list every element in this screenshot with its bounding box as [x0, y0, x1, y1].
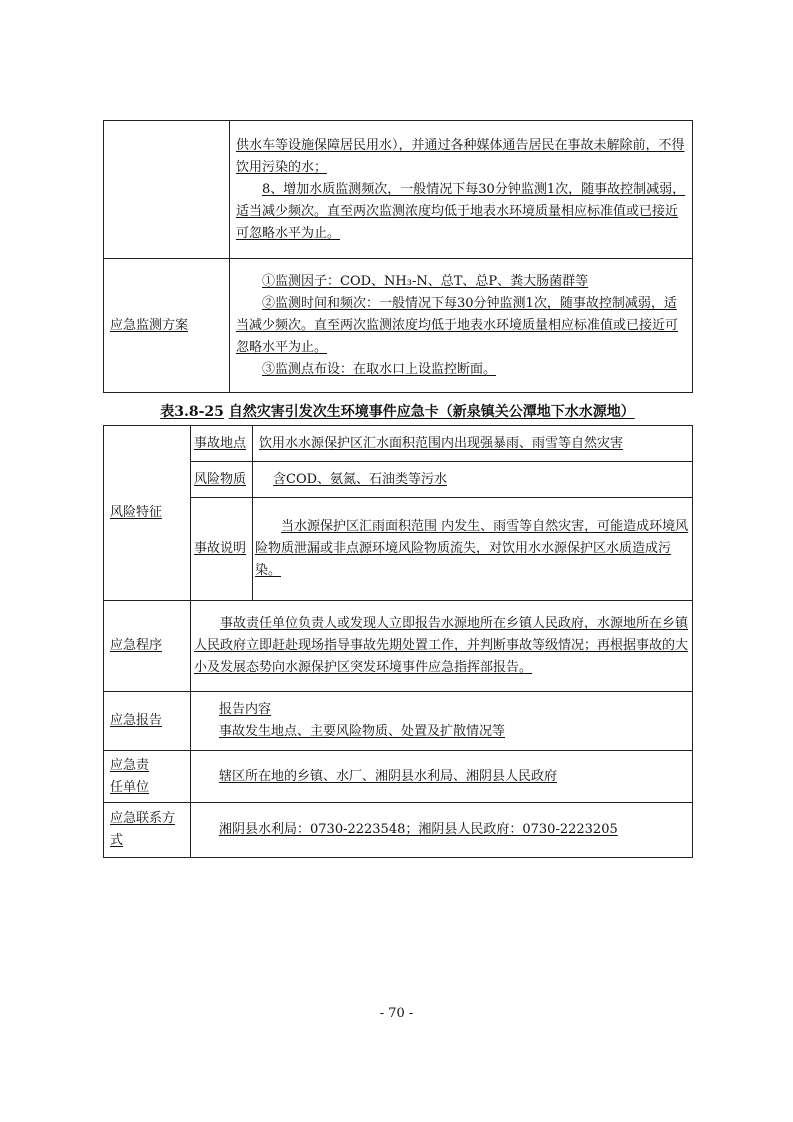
caption-title: 自然灾害引发次生环境事件应急卡（新泉镇关公潭地下水水源地） [228, 404, 635, 420]
table-row [104, 121, 693, 259]
table-row [104, 601, 693, 692]
procedure-label: 应急程序 [104, 601, 191, 692]
contact-label: 应急联系方式 [104, 803, 191, 858]
page-number: - 70 - [379, 1006, 414, 1021]
report-line: 事故发生地点、主要风险物质、处置及扩散情况等 [219, 724, 506, 739]
caption-number: 表3.8-25 [160, 404, 224, 420]
paragraph: 供水车等设施保障居民用水），并通过各种媒体通告居民在事故未解除前，不得饮用污染的水； [236, 137, 685, 175]
description-value: 当水源保护区汇雨面积范围 内发生、雨雪等自然灾害，可能造成环境风险物质泄漏或非点源环境风险物质流失，对饮用水水源保护区水质造成污染。 [253, 498, 693, 601]
contact-value: 湘阴县水利局：0730-2223548；湘阴县人民政府：0730-2223205 [191, 803, 693, 858]
table-row [104, 498, 693, 601]
responsible-units-label [104, 751, 191, 803]
monitoring-table [103, 120, 693, 393]
table-row [104, 426, 693, 462]
substance-label: 风险物质 [191, 462, 253, 498]
report-label: 应急报告 [104, 692, 191, 751]
row-content [230, 259, 693, 393]
report-value [191, 692, 693, 751]
table-row [104, 751, 693, 803]
responsible-units-value: 辖区所在地的乡镇、水厂、湘阴县水利局、湘阴县人民政府 [191, 751, 693, 803]
table-row [104, 803, 693, 858]
risk-feature-label: 风险特征 [104, 426, 191, 601]
label-line: 应急责 [110, 757, 150, 773]
description-label: 事故说明 [191, 498, 253, 601]
paragraph: ②监测时间和频次：一般情况下每30分钟监测1次，随事故控制减弱，适当减少频次。直至两次监测浓度均低于地表水环境质量相应标准值或已接近可忽略水平为止。 [236, 295, 679, 355]
table-row [104, 692, 693, 751]
row-label [104, 121, 230, 259]
table-row [104, 462, 693, 498]
paragraph: ③监测点布设：在取水口上设监控断面。 [262, 361, 497, 377]
substance-value: 含COD、氨氮、石油类等污水 [253, 462, 693, 498]
report-line: 报告内容 [219, 702, 272, 717]
paragraph: 8、增加水质监测频次，一般情况下每30分钟监测1次，随事故控制减弱，适当减少频次。直至两次监测浓度均低于地表水环境质量相应标准值或已接近可忽略水平为止。 [236, 181, 686, 241]
row-content [230, 121, 693, 259]
table-caption [103, 401, 692, 423]
location-label: 事故地点 [191, 426, 253, 462]
label-line: 任单位 [110, 779, 150, 795]
procedure-value: 事故责任单位负责人或发现人立即报告水源地所在乡镇人民政府，水源地所在乡镇人民政府立即赶赴现场指导事故先期处置工作，并判断事故等级情况；再根据事故的大小及发展态势向水源保护区突发环境事件应急指挥部报告。 [191, 601, 693, 692]
location-value: 饮用水水源保护区汇水面积范围内出现强暴雨、雨雪等自然灾害 [253, 426, 693, 462]
row-label-monitoring-plan: 应急监测方案 [104, 259, 230, 393]
emergency-card-table [103, 425, 693, 858]
paragraph: ①监测因子：COD、NH₃-N、总T、总P、粪大肠菌群等 [262, 273, 589, 289]
table-row [104, 259, 693, 393]
